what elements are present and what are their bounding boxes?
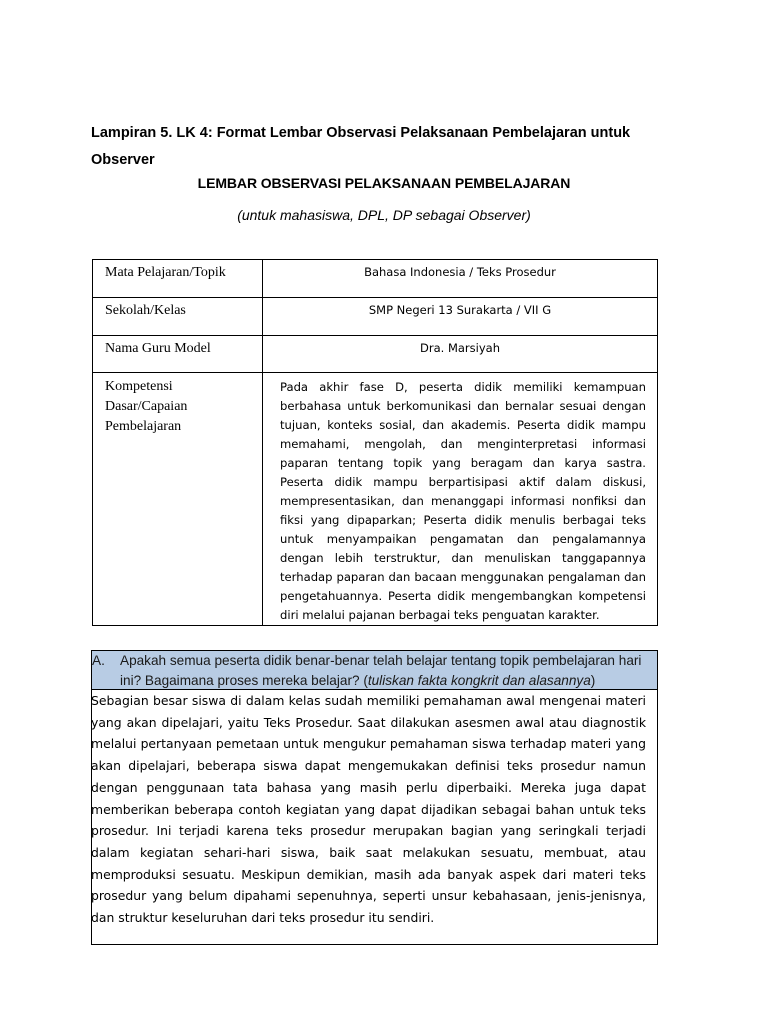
question-line-1 xyxy=(92,651,653,671)
section-marker: A. xyxy=(92,653,105,668)
document-title: LEMBAR OBSERVASI PELAKSANAAN PEMBELAJARAN xyxy=(197,175,571,191)
table-row xyxy=(93,373,658,626)
table-row xyxy=(93,298,658,336)
row-label: Nama Guru Model xyxy=(93,336,263,373)
row-value: Dra. Marsiyah xyxy=(263,336,658,373)
question-line-2 xyxy=(92,671,653,691)
page-heading: Lampiran 5. LK 4: Format Lembar Observasi Pelaksanaan Pembelajaran untuk Observer xyxy=(91,125,631,168)
document-subtitle: (untuk mahasiswa, DPL, DP sebagai Observer) xyxy=(237,207,531,223)
row-label: Mata Pelajaran/Topik xyxy=(93,260,263,298)
table-row xyxy=(93,260,658,298)
section-a-answer: Sebagian besar siswa di dalam kelas sudah memiliki pemahaman awal mengenai materi yang akan dipelajari, yaitu Teks Prosedur. Saat dilakukan asesmen awal atau diagnostik melalui pertanyaan pemetaan untuk mengukur pemahaman siswa terhadap materi yang akan dipelajari, beberapa siswa dapat mengemukakan definisi teks prosedur namun dengan penggunaan tata bahasa yang masih perlu diperbaiki. Mereka juga dapat memberikan beberapa contoh kegiatan yang dapat dijadikan sebagai bahan untuk teks prosedur. Ini terjadi karena teks prosedur merupakan bagian yang seringkali terjadi dalam kegiatan sehari-hari siswa, baik saat melakukan sesuatu, membuat, atau memproduksi sesuatu. Meskipun demikian, masih ada banyak aspek dari materi teks prosedur yang belum dipahami sepenuhnya, seperti unsur kebahasaan, jenis-jenisnya, dan struktur keseluruhan dari teks prosedur itu sendiri. xyxy=(91,693,646,926)
question-text-2: ini? Bagaimana proses mereka belajar? ( xyxy=(120,673,368,688)
row-value: SMP Negeri 13 Surakarta / VII G xyxy=(263,298,658,336)
question-close: ) xyxy=(590,673,596,688)
question-text-1: Apakah semua peserta didik benar-benar telah belajar tentang topik pembelajaran hari xyxy=(120,653,642,668)
table-row xyxy=(93,336,658,373)
row-label: Sekolah/Kelas xyxy=(93,298,263,336)
info-table xyxy=(92,259,658,626)
section-a xyxy=(91,650,658,945)
question-italic: tuliskan fakta kongkrit dan alasannya xyxy=(367,673,591,688)
section-a-question xyxy=(92,651,657,690)
row-value: Bahasa Indonesia / Teks Prosedur xyxy=(263,260,658,298)
row-value: Pada akhir fase D, peserta didik memiliki kemampuan berbahasa untuk berkomunikasi dan bernalar sesuai dengan tujuan, konteks sosial, dan akademis. Peserta didik mampu memahami, mengolah, dan menginterpretasi informasi paparan tentang topik yang beragam dan karya sastra. Peserta didik mampu berpartisipasi aktif dalam diskusi, mempresentasikan, dan menanggapi informasi nonfiksi dan fiksi yang dipaparkan; Peserta didik menulis berbagai teks untuk menyampaikan pengamatan dan pengalamannya dengan lebih terstruktur, dan menuliskan tanggapannya terhadap paparan dan bacaan menggunakan pengalaman dan pengetahuannya. Peserta didik mengembangkan kompetensi diri melalui pajanan berbagai teks penguatan karakter. xyxy=(263,373,658,626)
row-label: Kompetensi Dasar/Capaian Pembelajaran xyxy=(93,373,263,626)
